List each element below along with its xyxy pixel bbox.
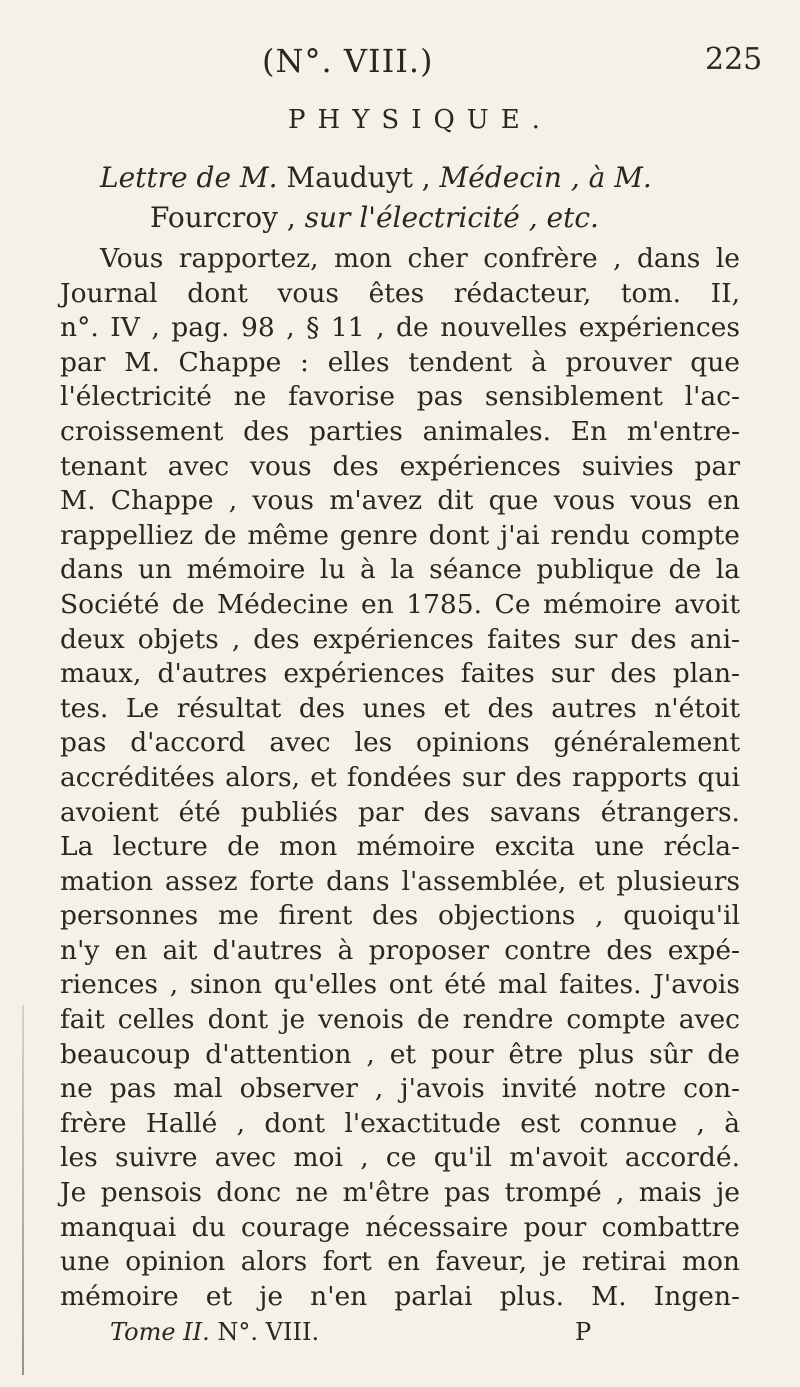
text-line: l'électricité ne favorise pas sensiblement l'ac-: [60, 381, 740, 413]
text-line: riences , sinon qu'elles ont été mal faites. J'avois: [60, 969, 740, 1001]
letter-title-part: Fourcroy ,: [150, 201, 305, 234]
text-line: Vous rapportez, mon cher confrère , dans le: [100, 243, 740, 274]
letter-title-part: sur l'électricité , etc.: [304, 201, 599, 234]
section-title: PHYSIQUE.: [288, 105, 552, 135]
text-line: personnes me firent des objections , quoiqu'il: [60, 900, 740, 932]
text-line: maux, d'autres expériences faites sur des plan-: [60, 658, 740, 690]
letter-title: [100, 158, 740, 238]
issue-number: (N°. VIII.): [262, 42, 434, 80]
text-line: Je pensois donc ne m'être pas trompé , mais je: [60, 1177, 740, 1209]
signature-mark: P: [575, 1318, 592, 1346]
text-line: une opinion alors fort en faveur, je retirai mon: [60, 1246, 740, 1278]
text-line: avoient été publiés par des savans étrangers.: [60, 796, 740, 828]
running-head: [0, 42, 800, 82]
text-line: M. Chappe , vous m'avez dit que vous vous en: [60, 485, 740, 517]
text-line: dans un mémoire lu à la séance publique de la: [60, 554, 740, 586]
letter-title-part: Lettre de M.: [100, 161, 278, 194]
issue-label: N°. VIII.: [209, 1318, 320, 1346]
text-line: beaucoup d'attention , et pour être plus sûr de: [60, 1038, 740, 1070]
text-line: La lecture de mon mémoire excita une récla-: [60, 831, 740, 863]
text-line: tenant avec vous des expériences suivies par: [60, 450, 740, 482]
body-text: [60, 242, 740, 1314]
letter-title-part: Mauduyt ,: [277, 161, 440, 194]
text-line: accréditées alors, et fondées sur des rapports qui: [60, 761, 740, 793]
binding-shadow: [22, 1005, 24, 1375]
text-line: rappelliez de même genre dont j'ai rendu compte: [60, 519, 740, 551]
page-number: 225: [705, 42, 763, 77]
tome-label: Tome II.: [110, 1318, 210, 1346]
text-line: mation assez forte dans l'assemblée, et plusieurs: [60, 865, 740, 897]
text-line: mémoire et je n'en parlai plus. M. Ingen-: [60, 1280, 740, 1312]
text-line: croissement des parties animales. En m'entre-: [60, 415, 740, 447]
text-line: n°. IV , pag. 98 , § 11 , de nouvelles expériences: [60, 312, 740, 344]
text-line: tes. Le résultat des unes et des autres n'étoit: [60, 692, 740, 724]
text-line: Société de Médecine en 1785. Ce mémoire avoit: [60, 588, 740, 620]
text-line: les suivre avec moi , ce qu'il m'avoit accordé.: [60, 1142, 740, 1174]
text-line: ne pas mal observer , j'avois invité notre con-: [60, 1073, 740, 1105]
letter-title-part: Médecin , à M.: [439, 161, 652, 194]
text-line: frère Hallé , dont l'exactitude est connue , à: [60, 1107, 740, 1139]
text-line: manquai du courage nécessaire pour combattre: [60, 1211, 740, 1243]
text-line: fait celles dont je venois de rendre compte avec: [60, 1004, 740, 1036]
text-line: par M. Chappe : elles tendent à prouver que: [60, 346, 740, 378]
text-line: Journal dont vous êtes rédacteur, tom. II,: [60, 277, 740, 309]
letter-title-line-2: [100, 198, 740, 238]
page-footer: [110, 1318, 730, 1350]
text-line: pas d'accord avec les opinions généralement: [60, 727, 740, 759]
text-line: deux objets , des expériences faites sur des ani-: [60, 623, 740, 655]
text-line: n'y en ait d'autres à proposer contre des expé-: [60, 934, 740, 966]
